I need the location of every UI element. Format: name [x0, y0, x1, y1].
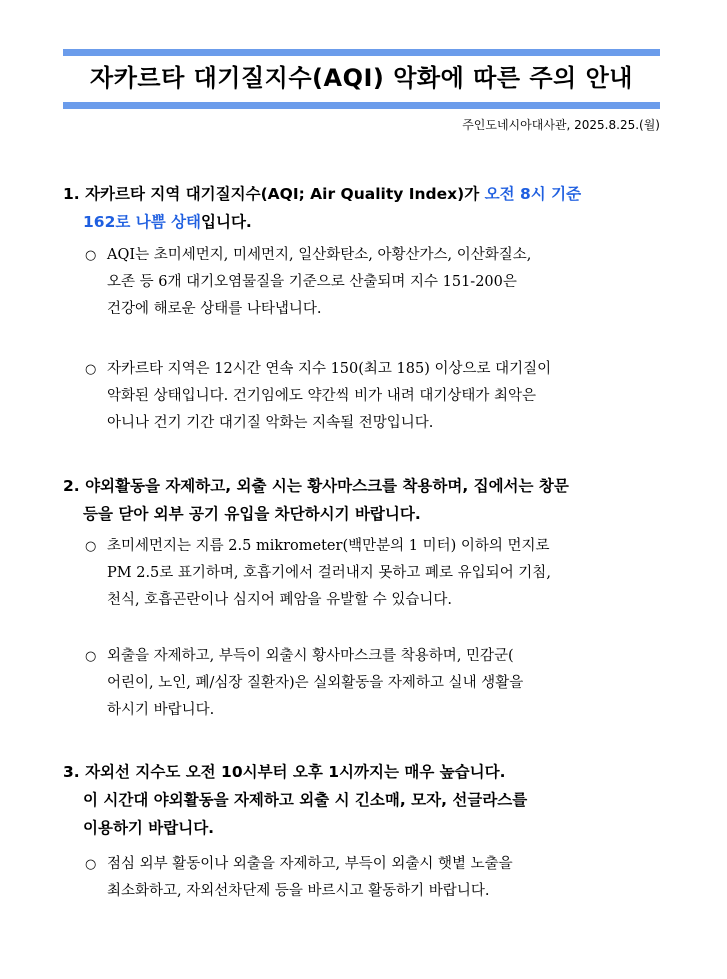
heading-line: 162로 나쁨 상태입니다. [83, 213, 252, 231]
bullet-item: ○ 외출을 자제하고, 부득이 외출시 황사마스크를 착용하며, 민감군( 어린이, 노인, 폐/심장 질환자)은 실외활동을 자제하고 실내 생활을 하시기 바랍니다. [85, 643, 665, 724]
bullet-item: ○ AQI는 초미세먼지, 미세먼지, 일산화탄소, 아황산가스, 이산화질소, 오존 등 6개 대기오염물질을 기준으로 산출되며 지수 151-200은 건강에 해로운 상태를 나타냅니다. [85, 242, 665, 323]
bullet-item: ○ 점심 외부 활동이나 외출을 자제하고, 부득이 외출시 햇볕 노출을 최소화하고, 자외선차단제 등을 바르시고 활동하기 바랍니다. [85, 851, 665, 905]
section-2-heading: 2. 야외활동을 자제하고, 외출 시는 황사마스크를 착용하며, 집에서는 창문 등을 닫아 외부 공기 유입을 차단하시기 바랍니다. [63, 477, 569, 523]
bullet-item: ○ 자카르타 지역은 12시간 연속 지수 150(최고 185) 이상으로 대기질이 악화된 상태입니다. 건기임에도 약간씩 비가 내려 대기상태가 최악은 아니나 건기 기간 대기질 악화는 지속될 전망입니다. [85, 356, 665, 437]
bullet-marker-icon: ○ [85, 248, 97, 263]
section-1-heading [63, 180, 673, 236]
bullet-marker-icon: ○ [85, 362, 97, 377]
highlight-text: 오전 8시 기준 [484, 185, 582, 203]
byline: 주인도네시아대사관, 2025.8.25.(월) [462, 118, 660, 132]
title-bottom-bar [63, 102, 660, 109]
title-top-bar [63, 49, 660, 56]
bullet-marker-icon: ○ [85, 539, 97, 554]
bullet-marker-icon: ○ [85, 857, 97, 872]
bullet-marker-icon: ○ [85, 649, 97, 664]
heading-line: 1. 자카르타 지역 대기질지수(AQI; Air Quality Index)가 오전 8시 기준 [63, 185, 582, 203]
section-3-heading: 3. 자외선 지수도 오전 10시부터 오후 1시까지는 매우 높습니다. 이 시간대 야외활동을 자제하고 외출 시 긴소매, 모자, 선글라스를 이용하기 바랍니다. [63, 763, 528, 837]
page-title: 자카르타 대기질지수(AQI) 악화에 따른 주의 안내 [90, 64, 633, 92]
bullet-item: ○ 초미세먼지는 지름 2.5 mikrometer(백만분의 1 미터) 이하의 먼지로 PM 2.5로 표기하며, 호흡기에서 걸러내지 못하고 폐로 유입되어 기침, 천식, 호흡곤란이나 심지어 폐암을 유발할 수 있습니다. [85, 533, 665, 614]
highlight-text: 162로 나쁨 상태 [83, 213, 202, 231]
